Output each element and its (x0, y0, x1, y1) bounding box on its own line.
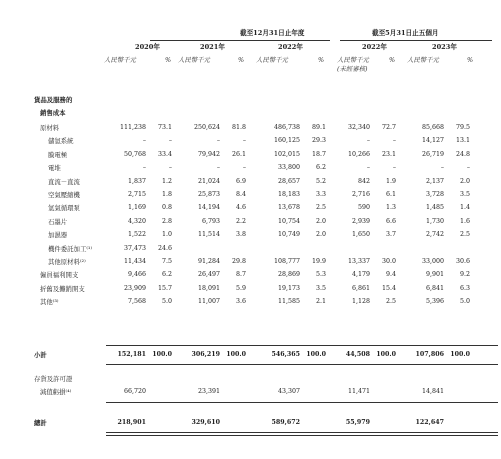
row-percent: 13.1 (455, 137, 470, 145)
total-double-rule (106, 432, 498, 436)
row-percent: 5.0 (161, 298, 172, 306)
inventory-amount: 11,471 (347, 388, 370, 395)
row-percent: 81.8 (231, 124, 246, 131)
row-amount: 10,266 (347, 150, 370, 158)
subtotal-percent: 100.0 (306, 351, 326, 358)
row-amount: – (366, 137, 370, 145)
row-amount: 10,754 (277, 217, 300, 225)
section-title: 貨品及服務的 (34, 96, 73, 104)
row-percent: 2.0 (459, 177, 470, 185)
row-amount: 3,728 (425, 191, 444, 198)
row-percent: 72.7 (381, 124, 396, 131)
row-percent: 2.5 (385, 298, 396, 306)
row-percent: 24.6 (157, 244, 172, 252)
row-percent: – (392, 164, 396, 172)
subtotal-percent: 100.0 (226, 351, 246, 358)
header-rule-5m (340, 40, 492, 41)
row-amount: 1,169 (127, 204, 146, 212)
row-percent: 18.7 (311, 150, 326, 158)
inventory-amount: 23,391 (197, 388, 220, 395)
row-percent: – (168, 164, 172, 172)
row-amount: – (216, 164, 220, 172)
row-amount: 26,719 (421, 150, 444, 158)
inventory-label: 減值虧損⁽⁴⁾ (40, 388, 72, 396)
row-percent: 6.6 (385, 217, 396, 225)
subtotal-amount: 44,508 (345, 351, 370, 358)
inventory-rule (106, 402, 498, 403)
row-amount: 14,127 (421, 137, 444, 145)
unit-2020: 人民幣千元 (104, 56, 136, 64)
row-percent: 73.1 (157, 124, 172, 131)
row-amount: 160,125 (273, 137, 300, 145)
row-amount: 4,179 (351, 271, 370, 279)
row-percent: 3.5 (315, 284, 326, 292)
subtotal-rule-top (106, 345, 498, 346)
row-amount: 33,800 (277, 164, 300, 172)
row-percent: 8.7 (235, 271, 246, 279)
row-percent: – (466, 164, 470, 172)
row-amount: 1,730 (425, 217, 444, 225)
row-amount: 2,716 (351, 191, 370, 198)
row-percent: 3.6 (235, 298, 246, 306)
row-label: 原材料 (40, 124, 60, 132)
row-percent: 79.5 (455, 124, 470, 131)
row-amount: 1,837 (127, 177, 146, 185)
row-percent: 6.2 (161, 271, 172, 279)
row-amount: 486,738 (273, 124, 300, 131)
row-percent: 9.2 (459, 271, 470, 279)
inventory-title: 存貨及許可證 (34, 375, 73, 383)
total-amount: 122,647 (415, 419, 444, 426)
year-2023-5m: 2023年 (432, 43, 457, 51)
row-percent: 1.2 (161, 177, 172, 185)
row-percent: 1.0 (161, 231, 172, 239)
row-percent: 6.9 (235, 177, 246, 185)
pct-2023-5m: % (467, 56, 474, 64)
row-percent: 2.2 (235, 217, 246, 225)
row-percent: 89.1 (311, 124, 326, 131)
total-label: 總計 (34, 419, 47, 427)
row-amount: 13,337 (347, 258, 370, 265)
row-percent: 3.8 (235, 231, 246, 239)
row-percent: 2.5 (315, 204, 326, 212)
row-amount: 25,873 (197, 191, 220, 198)
row-percent: 26.1 (231, 150, 246, 158)
row-amount: 2,137 (425, 177, 444, 185)
row-amount: 9,466 (127, 271, 146, 279)
row-amount: – (366, 164, 370, 172)
row-amount: 1,522 (127, 231, 146, 239)
row-percent: 15.4 (381, 284, 396, 292)
total-amount: 55,979 (345, 419, 370, 426)
row-amount: 1,485 (425, 204, 444, 212)
row-percent: 19.9 (311, 258, 326, 265)
row-amount: 28,657 (277, 177, 300, 185)
subtotal-amount: 152,181 (117, 351, 146, 358)
row-amount: 79,942 (197, 150, 220, 158)
row-percent: 30.0 (381, 258, 396, 265)
total-amount: 329,610 (191, 419, 220, 426)
unaudited-note: (未經審核) (337, 65, 368, 73)
year-2021: 2021年 (200, 43, 225, 51)
row-percent: 1.4 (459, 204, 470, 212)
row-percent: 2.0 (315, 231, 326, 239)
row-label: 加濕器 (48, 231, 68, 240)
row-amount: 1,650 (351, 231, 370, 239)
row-percent: – (242, 164, 246, 172)
row-percent: 3.7 (385, 231, 396, 239)
row-amount: – (216, 137, 220, 145)
total-amount: 589,672 (271, 419, 300, 426)
row-percent: 5.2 (315, 177, 326, 185)
row-amount: 18,183 (277, 191, 300, 198)
pct-2020: % (165, 56, 172, 64)
row-amount: 9,901 (425, 271, 444, 279)
row-amount: 102,015 (273, 150, 300, 158)
row-amount: 2,715 (127, 191, 146, 198)
row-label: 氫氣循環泵 (48, 204, 80, 213)
year-2020: 2020年 (135, 43, 160, 51)
row-label: 空氣壓縮機 (48, 191, 80, 199)
row-percent: 1.3 (385, 204, 396, 212)
row-label: 其他⁽³⁾ (40, 298, 59, 307)
row-percent: 5.3 (315, 271, 326, 279)
row-amount: 11,434 (123, 258, 146, 265)
unit-2021: 人民幣千元 (178, 56, 210, 64)
row-amount: 2,939 (351, 217, 370, 225)
subtotal-amount: 546,365 (271, 351, 300, 358)
row-amount: 91,284 (197, 258, 220, 265)
row-label: 儲氫系統 (48, 137, 74, 146)
subtotal-percent: 100.0 (152, 351, 172, 358)
row-amount: 108,777 (273, 258, 300, 265)
row-amount: 1,128 (351, 298, 370, 306)
row-amount: – (142, 164, 146, 172)
row-label: 膜電極 (48, 150, 68, 159)
row-amount: 28,869 (277, 271, 300, 279)
row-percent: 33.4 (157, 150, 172, 158)
row-amount: 842 (357, 177, 370, 185)
row-amount: 10,749 (277, 231, 300, 239)
total-amount: 218,901 (117, 419, 146, 426)
row-percent: 15.7 (157, 284, 172, 292)
row-percent: 8.4 (235, 191, 246, 198)
row-label: 折舊及攤銷開支 (40, 284, 85, 293)
row-percent: 3.5 (459, 191, 470, 198)
row-label: 僱員福利開支 (40, 271, 79, 280)
inventory-amount: 66,720 (123, 388, 146, 395)
pct-2021: % (238, 56, 245, 64)
row-percent: 6.3 (459, 284, 470, 292)
row-percent: 3.3 (315, 191, 326, 198)
row-percent: 23.1 (381, 150, 396, 158)
row-amount: 21,024 (197, 177, 220, 185)
row-label: 石墨片 (48, 217, 68, 226)
row-amount: 6,793 (201, 217, 220, 225)
row-percent: 29.3 (311, 137, 326, 145)
unit-2022-5m: 人民幣千元 (337, 56, 369, 64)
row-amount: 50,768 (123, 150, 146, 158)
row-percent: – (242, 137, 246, 145)
row-amount: 7,568 (127, 298, 146, 306)
row-amount: 33,000 (421, 258, 444, 265)
section-subtitle: 銷售成本 (40, 109, 66, 117)
row-percent: – (392, 137, 396, 145)
row-percent: 1.9 (385, 177, 396, 185)
inventory-amount: 43,307 (277, 388, 300, 395)
row-percent: 5.9 (235, 284, 246, 292)
row-percent: – (168, 137, 172, 145)
row-amount: 11,514 (197, 231, 220, 239)
row-label: 其他原材料⁽²⁾ (48, 258, 86, 266)
row-label: 機件委託加工⁽¹⁾ (48, 244, 93, 253)
subtotal-amount: 306,219 (191, 351, 220, 358)
row-percent: 1.6 (459, 217, 470, 225)
row-amount: 111,238 (119, 124, 146, 131)
row-amount: 11,007 (197, 298, 220, 306)
row-percent: 6.1 (385, 191, 396, 198)
row-percent: 29.8 (231, 258, 246, 265)
row-label: 直流－直流 (48, 177, 80, 186)
row-amount: 6,841 (425, 284, 444, 292)
row-amount: 6,861 (351, 284, 370, 292)
row-percent: 5.0 (459, 298, 470, 306)
row-amount: 250,624 (193, 124, 220, 131)
row-percent: 24.8 (455, 150, 470, 158)
row-amount: 590 (357, 204, 370, 212)
row-percent: 2.1 (315, 298, 326, 306)
row-percent: 0.8 (161, 204, 172, 212)
row-percent: 7.5 (161, 258, 172, 265)
period-5m-header: 截至5月31日止五個月 (372, 29, 439, 37)
year-2022-5m: 2022年 (362, 43, 387, 51)
row-percent: 2.8 (161, 217, 172, 225)
row-amount: 5,396 (425, 298, 444, 306)
year-2022: 2022年 (278, 43, 303, 51)
row-amount: 11,585 (277, 298, 300, 306)
unit-2022: 人民幣千元 (256, 56, 288, 64)
row-amount: 13,678 (277, 204, 300, 212)
row-amount: 2,742 (425, 231, 444, 239)
period-year-header: 截至12月31日止年度 (240, 29, 305, 37)
row-percent: 6.2 (315, 164, 326, 172)
row-percent: 2.0 (315, 217, 326, 225)
row-amount: 19,173 (277, 284, 300, 292)
row-amount: 4,320 (127, 217, 146, 225)
row-amount: 37,473 (123, 244, 146, 252)
row-percent: 1.8 (161, 191, 172, 198)
subtotal-percent: 100.0 (376, 351, 396, 358)
row-amount: 26,497 (197, 271, 220, 279)
row-percent: 4.6 (235, 204, 246, 212)
row-amount: 14,194 (197, 204, 220, 212)
subtotal-rule-bottom (106, 364, 498, 365)
row-percent: 30.6 (455, 258, 470, 265)
row-amount: 32,340 (347, 124, 370, 131)
row-label: 電堆 (48, 164, 61, 173)
row-amount: – (142, 137, 146, 145)
pct-2022-5m: % (389, 56, 396, 64)
subtotal-amount: 107,806 (415, 351, 444, 358)
row-amount: – (440, 164, 444, 172)
subtotal-label: 小計 (34, 351, 47, 359)
row-amount: 23,909 (123, 284, 146, 292)
subtotal-percent: 100.0 (450, 351, 470, 358)
row-amount: 85,668 (421, 124, 444, 131)
pct-2022: % (318, 56, 325, 64)
row-amount: 18,091 (197, 284, 220, 292)
row-percent: 9.4 (385, 271, 396, 279)
unit-2023-5m: 人民幣千元 (407, 56, 439, 64)
inventory-amount: 14,841 (421, 388, 444, 395)
row-percent: 2.5 (459, 231, 470, 239)
header-rule-year (150, 40, 330, 41)
